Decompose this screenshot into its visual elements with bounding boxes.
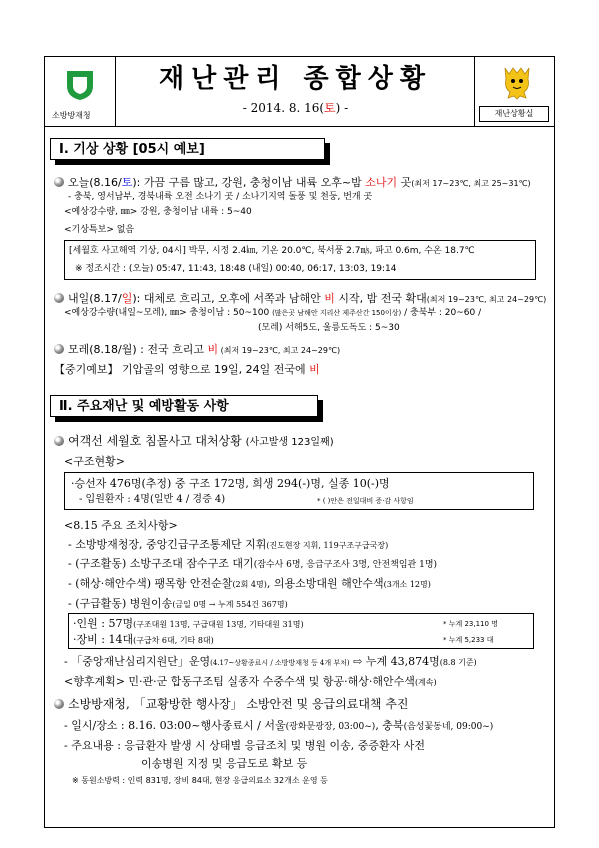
weather-today-detail: - 충북, 영서남부, 경북내륙 오전 소나기 곳 / 소나기지역 돌풍 및 천둥, 번개 곳 [68,192,373,202]
sewol-title: 여객선 세월호 침몰사고 대처상황 (사고발생 123일째) [54,435,334,448]
report-date: - 2014. 8. 16(토) - [242,101,349,115]
measure-coastal-search: - (해상·해안수색) 팽목항 안전순찰(2회 4명), 의용소방대원 해안수색(3개소 12명) [68,577,431,590]
papal-visit-schedule: - 일시/장소 : 8.16. 03:00~행사종료시 / 서울(광화문광장, 03:00~), 충북(음성꽃동네, 09:00~) [64,719,494,732]
rescue-status-note: * ( )안은 전일대비 증·감 사항임 [317,497,414,505]
papal-visit-content-cont: 이송병원 지정 및 응급도로 확보 등 [141,757,308,770]
resources-personnel: ·인원 : 57명(구조대원 13명, 구급대원 13명, 기타대원 31명) [73,617,304,630]
fire-agency-shield-logo-icon [64,68,96,102]
section2-heading-box [50,395,318,417]
section2-heading: Ⅱ. 주요재난 및 예방활동 사항 [59,399,229,414]
header-divider [44,126,555,127]
psych-support: - 「중앙재난심리지원단」운영(4.17~상황종료시 / 소방방재청 등 4개 부처) ⇨ 누계 43,874명(8.8 기준) [64,655,477,668]
weather-tomorrow: 내일(8.17/일): 대체로 흐리고, 오후에 서쪽과 남해안 비 시작, 밤 전국 확대(최저 19~23℃, 최고 24~29℃) [54,293,546,304]
weather-dayafter-rainfall: (모레) 서해5도, 울릉도독도 : 5~30 [258,323,400,333]
resources-box [68,613,534,649]
tide-times: ※ 정조시간 : (오늘) 05:47, 11:43, 18:48 (내일) 00:40, 06:17, 13:03, 19:14 [75,264,397,274]
org-name: 소방방재청 [52,111,91,120]
bullet-icon [54,177,64,187]
measure-ems: - (구급활동) 병원이송(금일 0명 → 누계 554건 367명) [68,597,288,610]
dept-name: 재난상황실 [494,109,534,118]
papal-visit-resources-note: ※ 동원소방력 : 인력 831명, 장비 84대, 현장 응급의료소 32개소 운영 등 [72,776,328,785]
section1-heading-box [50,138,325,160]
measure-command: - 소방방재청장, 중앙긴급구조통제단 지휘(진도현장 지휘, 119구조구급국장) [68,538,389,551]
weather-dayafter: 모레(8.18/월) : 전국 흐리고 비 (최저 19~23℃, 최고 24~29℃) [54,344,340,355]
rescue-status-box [64,472,534,510]
midterm-forecast: 【중기예보】 기압골의 영향으로 19일, 24일 전국에 비 [54,363,320,376]
weather-today: 오늘(8.16/토): 가끔 구름 많고, 강원, 충청이남 내륙 오후~밤 소나기 곳(최저 17~23℃, 최고 25~31℃) [54,177,531,188]
weather-tomorrow-rainfall: <예상강수량(내일~모레), ㎜> 충청이남 : 50~100 (많은곳 남해안 지리산 제주산간 150이상) / 충북부 : 20~60 / [64,308,482,318]
rescue-status-heading: <구조현황> [64,455,125,468]
future-plan: <향후계획> 민·관·군 합동구조팀 실종자 수중수색 및 항공·해상·해안수색(계속) [64,675,437,688]
bullet-icon [54,699,64,709]
bullet-icon [54,293,64,303]
header-logo-cell [44,56,116,126]
report-header [44,56,555,126]
section1-heading: Ⅰ. 기상 상황 [05시 예보] [59,142,205,157]
weather-today-rainfall: <예상강수량, ㎜> 강원, 충청이남 내륙 : 5~40 [64,207,252,217]
bullet-icon [54,344,64,354]
page-title: 재난관리 종합상황 [159,64,432,94]
papal-visit-title: 소방방재청, 「교황방한 행사장」 소방안전 및 응급의료대책 추진 [54,698,409,710]
dept-badge [479,106,549,122]
passenger-count: ·승선자 476명(추정) 중 구조 172명, 희생 294(-)명, 실종 10(-)명 [71,477,390,490]
fire-mascot-icon [497,62,537,102]
bullet-icon [54,436,64,446]
resources-personnel-total: * 누계 23,110 명 [443,620,498,628]
header-title-cell [116,56,475,126]
weather-special-warning: <기상특보> 없음 [64,225,135,235]
sea-weather-box [64,240,536,280]
sea-weather-conditions: [세월호 사고해역 기상, 04시] 박무, 시정 2.4㎞, 기온 20.0℃, 북서풍 2.7㎧, 파고 0.6m, 수온 18.7℃ [69,246,475,256]
measure-rescue: - (구조활동) 소방구조대 잠수구조 대기(잠수사 6명, 응급구조사 3명, 안전책임관 1명) [68,557,438,570]
measures-heading: <8.15 주요 조치사항> [64,519,178,532]
papal-visit-content: - 주요내용 : 응급환자 발생 시 상태별 응급조치 및 병원 이송, 중증환자 사전 [64,739,426,752]
resources-equipment: ·장비 : 14대(구급차 6대, 기타 8대) [73,633,214,646]
header-dept-cell [475,56,555,126]
resources-equipment-total: * 누계 5,233 대 [443,636,494,644]
inpatient-count: - 입원환자 : 4명(일반 4 / 경증 4) [79,494,226,505]
